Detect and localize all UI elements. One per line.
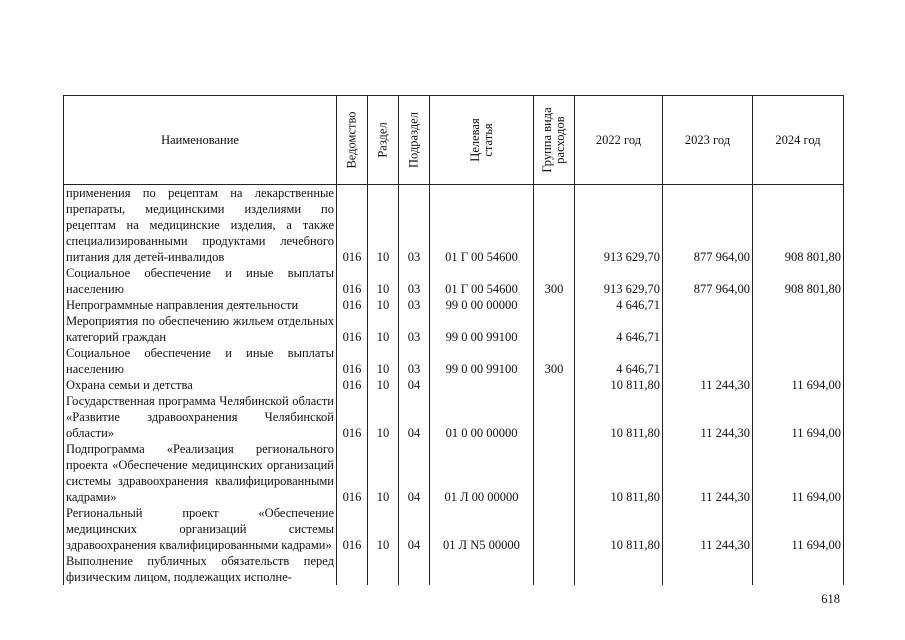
row-target-article: 01 Л 00 00000 [430, 441, 534, 505]
table-row [64, 345, 844, 377]
header-name: Наименование [64, 96, 337, 185]
row-subsection: 03 [399, 297, 430, 313]
row-subsection: 04 [399, 393, 430, 441]
row-name: Подпрограмма «Реализация регионального проекта «Обеспечение медицинских организаций системы здравоохранения квалифицированными кадрами» [64, 441, 337, 505]
row-subsection [399, 553, 430, 585]
table-row [64, 313, 844, 345]
row-subsection: 03 [399, 345, 430, 377]
row-target-article: 01 Г 00 54600 [430, 265, 534, 297]
row-expense-group [534, 185, 575, 266]
row-2023 [663, 297, 753, 313]
row-expense-group [534, 505, 575, 553]
row-2023: 11 244,30 [663, 393, 753, 441]
row-subsection: 03 [399, 185, 430, 266]
row-subsection: 03 [399, 265, 430, 297]
row-department: 016 [337, 345, 368, 377]
row-section: 10 [368, 297, 399, 313]
row-2024: 11 694,00 [753, 505, 844, 553]
row-2023: 877 964,00 [663, 265, 753, 297]
header-subsection: Подраздел [399, 96, 430, 185]
row-section: 10 [368, 185, 399, 266]
row-2022: 10 811,80 [575, 393, 663, 441]
header-year-2023: 2023 год [663, 96, 753, 185]
row-subsection: 04 [399, 505, 430, 553]
row-2023: 11 244,30 [663, 377, 753, 393]
row-section: 10 [368, 393, 399, 441]
row-department: 016 [337, 505, 368, 553]
table-row [64, 185, 844, 266]
row-2024 [753, 297, 844, 313]
row-expense-group [534, 377, 575, 393]
row-section: 10 [368, 377, 399, 393]
row-section: 10 [368, 345, 399, 377]
row-target-article: 01 0 00 00000 [430, 393, 534, 441]
row-2022: 10 811,80 [575, 377, 663, 393]
row-section: 10 [368, 505, 399, 553]
row-name: Социальное обеспечение и иные выплаты населению [64, 345, 337, 377]
table-row [64, 297, 844, 313]
row-department: 016 [337, 297, 368, 313]
row-expense-group [534, 297, 575, 313]
row-section: 10 [368, 313, 399, 345]
row-2024: 908 801,80 [753, 185, 844, 266]
row-expense-group [534, 313, 575, 345]
row-department [337, 553, 368, 585]
row-subsection: 04 [399, 441, 430, 505]
row-department: 016 [337, 441, 368, 505]
row-2022: 4 646,71 [575, 297, 663, 313]
row-target-article: 01 Л N5 00000 [430, 505, 534, 553]
row-target-article: 99 0 00 99100 [430, 313, 534, 345]
row-2024: 11 694,00 [753, 393, 844, 441]
row-2022: 4 646,71 [575, 345, 663, 377]
row-2024 [753, 553, 844, 585]
row-2022: 4 646,71 [575, 313, 663, 345]
row-2023 [663, 345, 753, 377]
row-2023 [663, 553, 753, 585]
row-department: 016 [337, 313, 368, 345]
table-row [64, 441, 844, 505]
row-2022 [575, 553, 663, 585]
table-row [64, 377, 844, 393]
row-section: 10 [368, 441, 399, 505]
row-department: 016 [337, 265, 368, 297]
budget-table [63, 95, 844, 585]
table-row [64, 393, 844, 441]
row-2024: 11 694,00 [753, 377, 844, 393]
row-target-article [430, 377, 534, 393]
row-name: применения по рецептам на лекарственные препараты, медицинскими изделиями по рецептам на медицинские изделия, а также специализированными продуктами лечебного питания для детей-инвалидов [64, 185, 337, 266]
row-expense-group [534, 441, 575, 505]
table-row [64, 505, 844, 553]
header-department: Ведомство [337, 96, 368, 185]
header-year-2024: 2024 год [753, 96, 844, 185]
row-name: Мероприятия по обеспечению жильем отдельных категорий граждан [64, 313, 337, 345]
row-expense-group [534, 553, 575, 585]
row-subsection: 03 [399, 313, 430, 345]
row-subsection: 04 [399, 377, 430, 393]
row-department: 016 [337, 185, 368, 266]
row-target-article: 01 Г 00 54600 [430, 185, 534, 266]
header-row [64, 96, 844, 185]
header-target-article: Целевая статья [430, 96, 534, 185]
row-target-article [430, 553, 534, 585]
header-section: Раздел [368, 96, 399, 185]
row-expense-group [534, 393, 575, 441]
header-year-2022: 2022 год [575, 96, 663, 185]
row-2022: 913 629,70 [575, 185, 663, 266]
row-name: Непрограммные направления деятельности [64, 297, 337, 313]
header-expense-group: Группа вида расходов [534, 96, 575, 185]
row-name: Социальное обеспечение и иные выплаты населению [64, 265, 337, 297]
row-2023: 11 244,30 [663, 505, 753, 553]
row-expense-group: 300 [534, 345, 575, 377]
row-2024 [753, 345, 844, 377]
row-2023: 11 244,30 [663, 441, 753, 505]
row-target-article: 99 0 00 00000 [430, 297, 534, 313]
row-2022: 10 811,80 [575, 505, 663, 553]
page-number: 618 [821, 592, 840, 606]
row-department: 016 [337, 377, 368, 393]
row-department: 016 [337, 393, 368, 441]
row-name: Выполнение публичных обязательств перед физическим лицом, подлежащих исполне- [64, 553, 337, 585]
row-2022: 10 811,80 [575, 441, 663, 505]
row-section [368, 553, 399, 585]
table-row [64, 553, 844, 585]
row-2024: 908 801,80 [753, 265, 844, 297]
row-expense-group: 300 [534, 265, 575, 297]
row-target-article: 99 0 00 99100 [430, 345, 534, 377]
row-2022: 913 629,70 [575, 265, 663, 297]
row-name: Государственная программа Челябинской области «Развитие здравоохранения Челябинской области» [64, 393, 337, 441]
row-name: Региональный проект «Обеспечение медицинских организаций системы здравоохранения квалифицированными кадрами» [64, 505, 337, 553]
table-row [64, 265, 844, 297]
row-section: 10 [368, 265, 399, 297]
row-2023: 877 964,00 [663, 185, 753, 266]
row-name: Охрана семьи и детства [64, 377, 337, 393]
row-2023 [663, 313, 753, 345]
row-2024 [753, 313, 844, 345]
row-2024: 11 694,00 [753, 441, 844, 505]
